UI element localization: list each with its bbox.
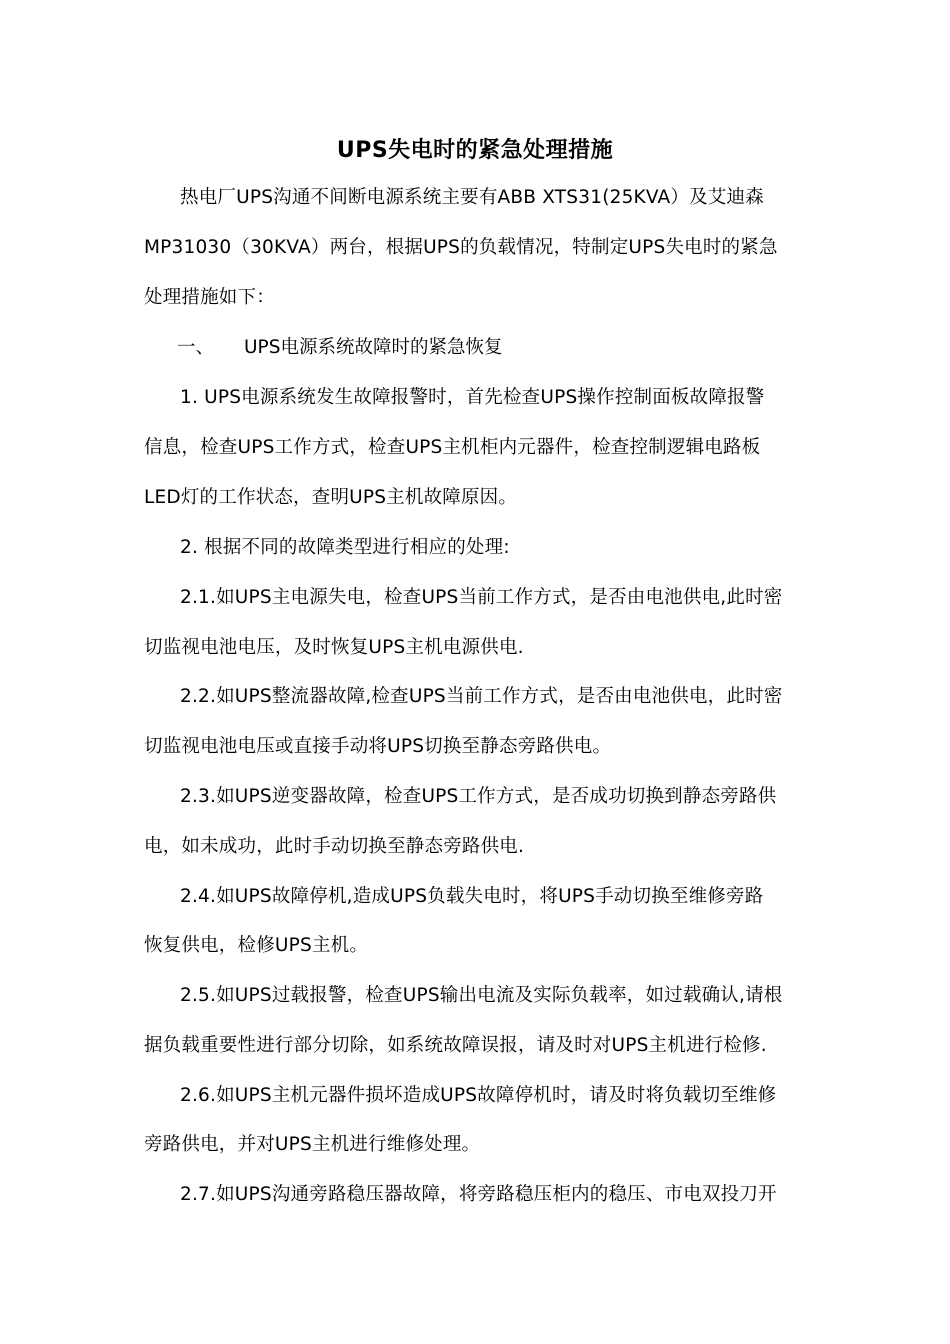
paragraph-line: 2.6.如UPS主机元器件损坏造成UPS故障停机时，请及时将负载切至维修 [180, 1085, 777, 1106]
paragraph-line: 据负载重要性进行部分切除，如系统故障误报，请及时对UPS主机进行检修. [144, 1035, 767, 1056]
paragraph-line: LED灯的工作状态，查明UPS主机故障原因。 [144, 487, 518, 508]
paragraph-line: 处理措施如下： [144, 287, 275, 308]
paragraph-line: MP31030（30KVA）两台，根据UPS的负载情况，特制定UPS失电时的紧急 [144, 237, 778, 258]
paragraph-line: 2. 根据不同的故障类型进行相应的处理: [180, 537, 510, 558]
paragraph-line: 2.1.如UPS主电源失电，检查UPS当前工作方式，是否由电池供电,此时密 [180, 587, 783, 608]
paragraph-line: 切监视电池电压或直接手动将UPS切换至静态旁路供电。 [144, 736, 612, 757]
paragraph-line: 旁路供电，并对UPS主机进行维修处理。 [144, 1134, 481, 1155]
section-number: 一、 [177, 337, 215, 358]
paragraph-line: 1. UPS电源系统发生故障报警时，首先检查UPS操作控制面板故障报警 [180, 387, 765, 408]
paragraph-line: 2.5.如UPS过载报警，检查UPS输出电流及实际负载率，如过载确认,请根 [180, 985, 783, 1006]
paragraph-line: 2.2.如UPS整流器故障,检查UPS当前工作方式，是否由电池供电，此时密 [180, 686, 783, 707]
paragraph-line: 2.3.如UPS逆变器故障，检查UPS工作方式，是否成功切换到静态旁路供 [180, 786, 777, 807]
paragraph-line: 信息，检查UPS工作方式，检查UPS主机柜内元器件，检查控制逻辑电路板 [144, 437, 761, 458]
paragraph-line: 切监视电池电压，及时恢复UPS主机电源供电. [144, 637, 524, 658]
paragraph-line: 电，如未成功，此时手动切换至静态旁路供电. [144, 836, 525, 857]
document-title: UPS失电时的紧急处理措施 [336, 138, 614, 163]
paragraph-line: 热电厂UPS沟通不间断电源系统主要有ABB XTS31(25KVA）及艾迪森 [180, 187, 764, 208]
section-heading: UPS电源系统故障时的紧急恢复 [244, 337, 503, 358]
paragraph-line: 2.7.如UPS沟通旁路稳压器故障，将旁路稳压柜内的稳压、市电双投刀开 [180, 1184, 777, 1205]
paragraph-line: 恢复供电，检修UPS主机。 [144, 935, 369, 956]
paragraph-line: 2.4.如UPS故障停机,造成UPS负载失电时，将UPS手动切换至维修旁路 [180, 886, 764, 907]
